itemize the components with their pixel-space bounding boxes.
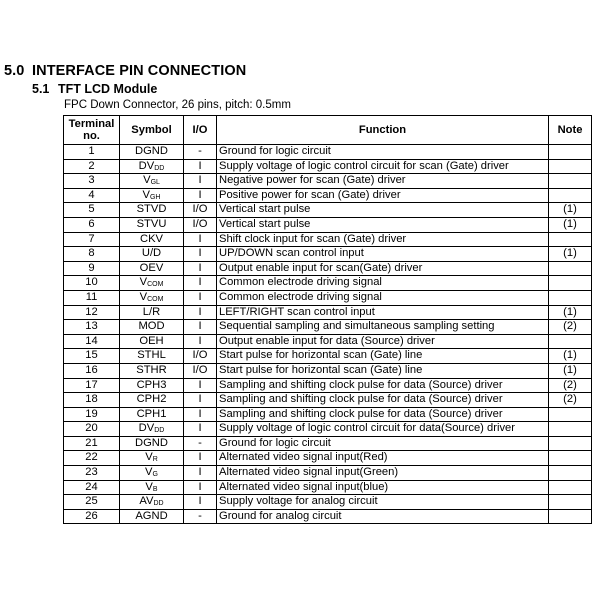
terminal-no-cell: 11 [64, 290, 120, 305]
symbol-cell [120, 174, 184, 189]
terminal-no-cell: 1 [64, 145, 120, 160]
header-function: Function [217, 116, 549, 145]
header-note: Note [549, 116, 592, 145]
note-cell [549, 188, 592, 203]
symbol-cell [120, 407, 184, 422]
io-cell: I [184, 393, 217, 408]
pin-table [63, 115, 592, 524]
terminal-no-cell: 10 [64, 276, 120, 291]
symbol-text: CPH1 [136, 407, 167, 420]
symbol-cell [120, 363, 184, 378]
terminal-no-cell: 19 [64, 407, 120, 422]
function-cell: Sequential sampling and simultaneous sampling setting [217, 320, 549, 335]
note-cell: (1) [549, 305, 592, 320]
note-cell [549, 422, 592, 437]
note-cell [549, 276, 592, 291]
symbol-subscript: B [152, 485, 158, 493]
table-row [64, 480, 592, 495]
table-row [64, 495, 592, 510]
symbol-cell [120, 509, 184, 524]
symbol-cell [120, 349, 184, 364]
pin-table-body [64, 145, 592, 524]
symbol-cell [120, 232, 184, 247]
note-cell: (1) [549, 217, 592, 232]
io-cell: I/O [184, 203, 217, 218]
terminal-no-cell: 9 [64, 261, 120, 276]
note-cell [549, 495, 592, 510]
symbol-text: CKV [139, 232, 163, 245]
function-cell: UP/DOWN scan control input [217, 247, 549, 262]
section-number: 5.0 [4, 63, 25, 79]
io-cell: I/O [184, 217, 217, 232]
function-cell: Vertical start pulse [217, 203, 549, 218]
io-cell: I [184, 305, 217, 320]
symbol-cell [120, 480, 184, 495]
symbol-subscript: GL [150, 179, 160, 187]
note-cell [549, 174, 592, 189]
symbol-cell [120, 261, 184, 276]
symbol-subscript: DD [154, 164, 165, 172]
function-cell: Negative power for scan (Gate) driver [217, 174, 549, 189]
symbol-text: STVU [136, 217, 167, 230]
function-cell: Alternated video signal input(Red) [217, 451, 549, 466]
note-cell: (1) [549, 203, 592, 218]
terminal-no-cell: 7 [64, 232, 120, 247]
terminal-no-cell: 23 [64, 466, 120, 481]
symbol-text: V [139, 276, 148, 289]
note-cell [549, 145, 592, 160]
symbol-text: STHR [136, 363, 167, 376]
symbol-subscript: GH [149, 193, 161, 201]
table-row [64, 159, 592, 174]
terminal-no-cell: 22 [64, 451, 120, 466]
section-title: INTERFACE PIN CONNECTION [32, 63, 247, 79]
symbol-cell [120, 393, 184, 408]
terminal-no-cell: 4 [64, 188, 120, 203]
symbol-text: MOD [138, 320, 165, 333]
function-cell: Alternated video signal input(blue) [217, 480, 549, 495]
terminal-no-cell: 15 [64, 349, 120, 364]
io-cell: I [184, 334, 217, 349]
subsection-number: 5.1 [32, 82, 50, 96]
header-symbol: Symbol [120, 116, 184, 145]
function-cell: Start pulse for horizontal scan (Gate) line [217, 349, 549, 364]
subsection-title: TFT LCD Module [58, 82, 158, 96]
symbol-subscript: R [152, 456, 158, 464]
note-cell [549, 159, 592, 174]
io-cell: I [184, 232, 217, 247]
terminal-no-cell: 17 [64, 378, 120, 393]
table-row [64, 305, 592, 320]
terminal-no-cell: 21 [64, 436, 120, 451]
symbol-text: V [139, 290, 148, 303]
symbol-cell [120, 145, 184, 160]
io-cell: I [184, 159, 217, 174]
symbol-text: V [145, 480, 153, 493]
symbol-text: CPH2 [136, 393, 167, 406]
table-row [64, 290, 592, 305]
function-cell: Common electrode driving signal [217, 290, 549, 305]
note-cell [549, 334, 592, 349]
table-row [64, 203, 592, 218]
connector-caption: FPC Down Connector, 26 pins, pitch: 0.5mm [64, 99, 291, 111]
function-cell: Common electrode driving signal [217, 276, 549, 291]
io-cell: I [184, 422, 217, 437]
io-cell: - [184, 436, 217, 451]
symbol-cell [120, 203, 184, 218]
symbol-subscript: DD [154, 427, 165, 435]
io-cell: I [184, 378, 217, 393]
table-row [64, 232, 592, 247]
io-cell: I [184, 247, 217, 262]
symbol-text: CPH3 [136, 378, 167, 391]
note-cell: (1) [549, 247, 592, 262]
symbol-cell [120, 290, 184, 305]
function-cell: Ground for logic circuit [217, 436, 549, 451]
symbol-cell [120, 247, 184, 262]
function-cell: Ground for analog circuit [217, 509, 549, 524]
symbol-text: L/R [142, 305, 161, 318]
function-cell: Start pulse for horizontal scan (Gate) line [217, 363, 549, 378]
symbol-cell [120, 422, 184, 437]
symbol-text: V [142, 188, 150, 201]
function-cell: Vertical start pulse [217, 217, 549, 232]
table-row [64, 261, 592, 276]
function-cell: Output enable input for scan(Gate) driver [217, 261, 549, 276]
terminal-no-cell: 26 [64, 509, 120, 524]
note-cell [549, 232, 592, 247]
symbol-text: DGND [135, 436, 168, 449]
symbol-cell [120, 466, 184, 481]
table-row [64, 188, 592, 203]
function-cell: Alternated video signal input(Green) [217, 466, 549, 481]
function-cell: Sampling and shifting clock pulse for data (Source) driver [217, 393, 549, 408]
terminal-no-cell: 13 [64, 320, 120, 335]
terminal-no-cell: 14 [64, 334, 120, 349]
io-cell: I [184, 495, 217, 510]
io-cell: I/O [184, 363, 217, 378]
io-cell: I [184, 480, 217, 495]
io-cell: I [184, 320, 217, 335]
table-row [64, 407, 592, 422]
table-row [64, 174, 592, 189]
symbol-subscript: COM [147, 281, 164, 289]
table-row [64, 217, 592, 232]
table-row [64, 422, 592, 437]
table-row [64, 320, 592, 335]
note-cell: (2) [549, 320, 592, 335]
note-cell: (1) [549, 349, 592, 364]
function-cell: LEFT/RIGHT scan control input [217, 305, 549, 320]
symbol-text: STVD [136, 203, 167, 216]
symbol-cell [120, 436, 184, 451]
symbol-text: STHL [137, 349, 166, 362]
io-cell: I [184, 407, 217, 422]
table-header-row [64, 116, 592, 145]
terminal-no-cell: 20 [64, 422, 120, 437]
note-cell [549, 480, 592, 495]
terminal-no-cell: 18 [64, 393, 120, 408]
note-cell [549, 290, 592, 305]
terminal-no-cell: 6 [64, 217, 120, 232]
function-cell: Supply voltage for analog circuit [217, 495, 549, 510]
symbol-cell [120, 495, 184, 510]
symbol-text: OEV [139, 261, 164, 274]
symbol-cell [120, 276, 184, 291]
symbol-cell [120, 451, 184, 466]
function-cell: Ground for logic circuit [217, 145, 549, 160]
table-row [64, 349, 592, 364]
table-row [64, 393, 592, 408]
note-cell [549, 407, 592, 422]
symbol-subscript: COM [147, 295, 164, 303]
io-cell: I [184, 276, 217, 291]
io-cell: - [184, 509, 217, 524]
terminal-no-cell: 3 [64, 174, 120, 189]
symbol-cell [120, 320, 184, 335]
symbol-text: OEH [139, 334, 164, 347]
terminal-no-cell: 16 [64, 363, 120, 378]
symbol-cell [120, 159, 184, 174]
function-cell: Shift clock input for scan (Gate) driver [217, 232, 549, 247]
note-cell [549, 451, 592, 466]
terminal-no-cell: 2 [64, 159, 120, 174]
function-cell: Sampling and shifting clock pulse for data (Source) driver [217, 378, 549, 393]
terminal-no-cell: 24 [64, 480, 120, 495]
table-row [64, 378, 592, 393]
io-cell: I [184, 188, 217, 203]
table-row [64, 276, 592, 291]
note-cell [549, 509, 592, 524]
io-cell: I [184, 451, 217, 466]
terminal-no-cell: 25 [64, 495, 120, 510]
function-cell: Supply voltage of logic control circuit for data(Source) driver [217, 422, 549, 437]
header-io: I/O [184, 116, 217, 145]
subsection-heading [32, 82, 157, 96]
symbol-subscript: G [152, 471, 158, 479]
note-cell [549, 436, 592, 451]
table-row [64, 363, 592, 378]
symbol-cell [120, 305, 184, 320]
io-cell: I [184, 261, 217, 276]
symbol-subscript: DD [153, 500, 164, 508]
note-cell: (1) [549, 363, 592, 378]
note-cell: (2) [549, 378, 592, 393]
table-row [64, 509, 592, 524]
header-terminal-no: Terminal no. [64, 116, 120, 145]
table-row [64, 466, 592, 481]
symbol-text: DV [138, 422, 155, 435]
function-cell: Supply voltage of logic control circuit for scan (Gate) driver [217, 159, 549, 174]
table-row [64, 334, 592, 349]
note-cell [549, 466, 592, 481]
table-row [64, 436, 592, 451]
function-cell: Positive power for scan (Gate) driver [217, 188, 549, 203]
symbol-text: V [143, 174, 151, 187]
table-row [64, 145, 592, 160]
symbol-cell [120, 217, 184, 232]
symbol-text: U/D [141, 247, 162, 260]
note-cell [549, 261, 592, 276]
symbol-cell [120, 378, 184, 393]
function-cell: Output enable input for data (Source) driver [217, 334, 549, 349]
io-cell: - [184, 145, 217, 160]
note-cell: (2) [549, 393, 592, 408]
symbol-text: DV [138, 159, 155, 172]
io-cell: I/O [184, 349, 217, 364]
symbol-text: DGND [135, 145, 168, 157]
symbol-cell [120, 188, 184, 203]
table-row [64, 247, 592, 262]
symbol-cell [120, 334, 184, 349]
terminal-no-cell: 12 [64, 305, 120, 320]
table-row [64, 451, 592, 466]
function-cell: Sampling and shifting clock pulse for data (Source) driver [217, 407, 549, 422]
io-cell: I [184, 290, 217, 305]
symbol-text: V [145, 466, 153, 479]
terminal-no-cell: 8 [64, 247, 120, 262]
terminal-no-cell: 5 [64, 203, 120, 218]
section-heading [4, 63, 246, 79]
symbol-text: V [145, 451, 153, 464]
io-cell: I [184, 466, 217, 481]
symbol-text: AV [139, 495, 154, 508]
io-cell: I [184, 174, 217, 189]
symbol-text: AGND [135, 509, 168, 522]
